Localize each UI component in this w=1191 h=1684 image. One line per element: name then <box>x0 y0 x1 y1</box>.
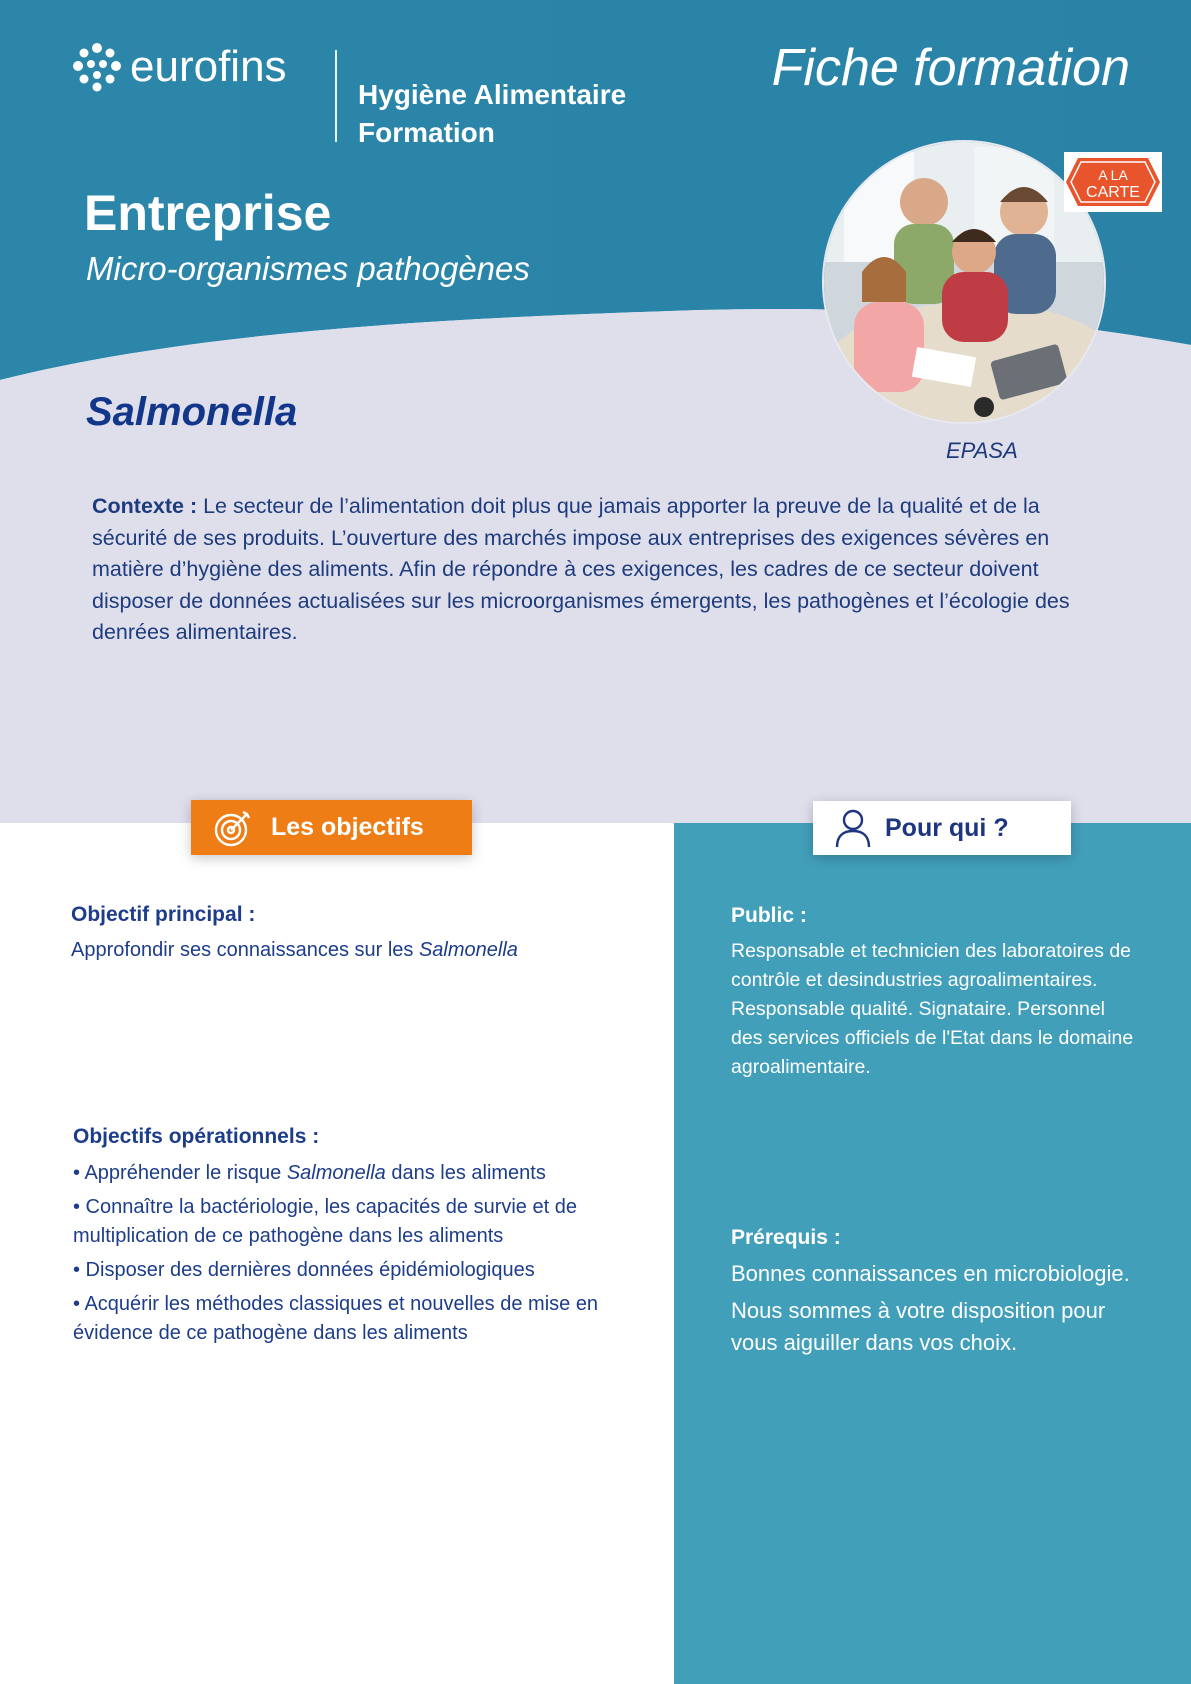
doc-type-title: Fiche formation <box>771 39 1130 97</box>
course-title: Salmonella <box>86 390 298 434</box>
context-text: Le secteur de l’alimentation doit plus que jamais apporter la preuve de la qualité et de la sécurité de ses produits. L’ouverture des marchés impose aux entreprises des exigences sévères en matière d’hygiène des aliments. Afin de répondre à ces exigences, les cadres de ce secteur doivent disposer de données actualisées sur les microorganismes émergents, les pathogènes et l’écologie des denrées alimentaires. <box>92 494 1070 644</box>
objectif-item: • Disposer des dernières données épidémiologiques <box>73 1259 535 1281</box>
objectif-principal-text-main: Approfondir ses connaissances sur les <box>71 939 419 961</box>
objectif-item: • Connaître la bactériologie, les capacités de survie et de multiplication de ce pathogène dans les aliments <box>73 1196 577 1247</box>
context-paragraph <box>92 491 1092 649</box>
badge-line1: A LA <box>1098 167 1128 183</box>
brand-subtitle-line1: Hygiène Alimentaire <box>358 79 627 110</box>
objectifs-operationnels-title: Objectifs opérationnels : <box>73 1125 320 1148</box>
theme-subtitle: Micro-organismes pathogènes <box>86 250 530 287</box>
objectif-principal-text-italic: Salmonella <box>418 939 518 961</box>
badge-line2: CARTE <box>1086 184 1140 201</box>
objectif-principal-title: Objectif principal : <box>71 903 256 926</box>
brand-name: eurofins <box>130 42 287 91</box>
objectifs-operationnels-list <box>73 1159 633 1353</box>
prerequis-title: Prérequis : <box>731 1226 841 1249</box>
objectifs-button-label: Les objectifs <box>271 813 424 841</box>
brand-subtitle <box>358 76 626 152</box>
photo-caption: EPASA <box>946 438 1018 463</box>
objectifs-button[interactable] <box>191 800 472 855</box>
brand-divider <box>335 50 337 142</box>
a-la-carte-badge <box>1064 152 1162 212</box>
eurofins-logo <box>72 42 287 92</box>
pour-qui-button-label: Pour qui ? <box>885 813 1009 842</box>
public-title: Public : <box>731 904 807 927</box>
objectif-item: • Acquérir les méthodes classiques et nouvelles de mise en évidence de ce pathogène dans les aliments <box>73 1293 599 1344</box>
brand-subtitle-line2: Formation <box>358 117 495 148</box>
public-text: Responsable et technicien des laboratoires de contrôle et desindustries agroalimentaires. Responsable qualité. Signataire. Personnel des services officiels de l'Etat dans le domaine agroalimentaire. <box>731 940 1134 1078</box>
eurofins-dots-icon <box>72 42 122 92</box>
prerequis-line: Nous sommes à votre disposition pour vous aiguiller dans vos choix. <box>731 1298 1106 1355</box>
prerequis-text <box>731 1258 1151 1359</box>
context-label: Contexte : <box>92 494 198 518</box>
pour-qui-button[interactable] <box>813 801 1071 855</box>
prerequis-line: Bonnes connaissances en microbiologie. <box>731 1261 1130 1286</box>
objectif-principal-text <box>71 936 518 965</box>
objectif-item: • Appréhender le risque Salmonella dans les aliments <box>73 1162 546 1184</box>
person-icon <box>835 808 871 848</box>
target-icon <box>213 808 253 848</box>
category-title: Entreprise <box>84 185 332 241</box>
